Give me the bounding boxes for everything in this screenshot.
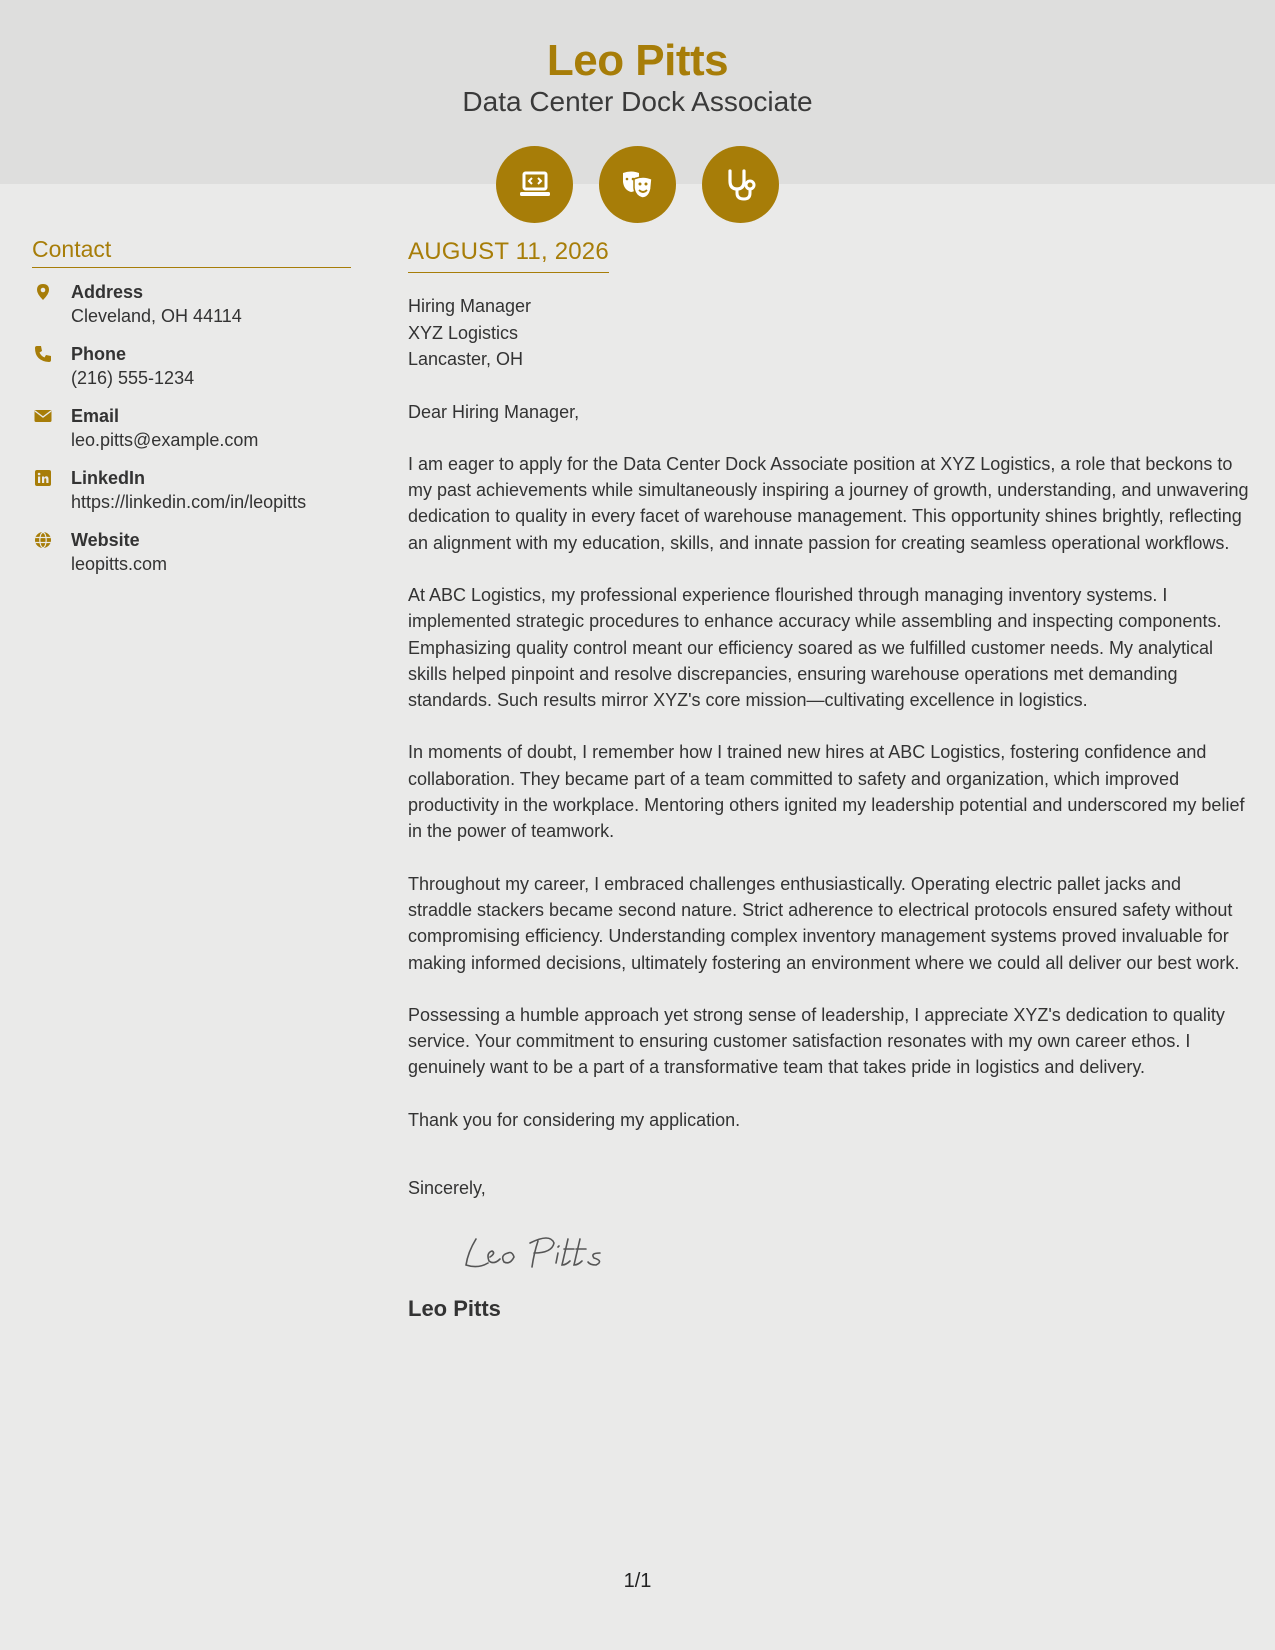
phone-icon [34,345,52,363]
contact-label: Address [71,282,144,302]
contact-value: leo.pitts@example.com [71,430,259,450]
contact-value: (216) 555-1234 [71,368,195,388]
contact-value: leopitts.com [71,554,168,574]
greeting: Dear Hiring Manager, [408,401,580,422]
globe-icon [34,531,52,549]
paragraph: At ABC Logistics, my professional experience flourished through managing inventory systems. I implemented strategic procedures to enhance accuracy while assembling and inspecting components. Emphasizing quality control meant our efficiency soared as we fulfilled customer needs. My analytical skills helped pinpoint and resolve discrepancies, ensuring warehouse operations met demanding standards. Such results mirror XYZ's core mission—cultivating excellence in logistics. [408,584,1222,711]
letter-date: AUGUST 11, 2026 [408,238,609,273]
contact-email [32,404,351,452]
applicant-name: Leo Pitts [546,36,729,85]
laptop-code-icon [496,146,573,223]
page-number: 1/1 [623,1570,652,1592]
contact-website [32,528,351,576]
closing: Sincerely, [408,1178,486,1199]
contact-sidebar [32,236,351,590]
stethoscope-icon [702,146,779,223]
contact-label: Website [71,530,140,550]
contact-linkedin [32,466,351,514]
envelope-icon [34,407,52,425]
badge-row [0,146,1275,223]
letter-body [408,238,1250,1322]
paragraph: Thank you for considering my application. [408,1109,741,1130]
contact-value: https://linkedin.com/in/leopitts [71,492,307,512]
theater-masks-icon [599,146,676,223]
contact-value: Cleveland, OH 44114 [71,306,242,326]
signed-name: Leo Pitts [408,1296,501,1322]
recipient-line: Hiring Manager [408,296,532,316]
job-title: Data Center Dock Associate [462,86,813,117]
linkedin-icon [34,469,52,487]
paragraph: I am eager to apply for the Data Center Dock Associate position at XYZ Logistics, a role that beckons to my past achievements while simultaneously inspiring a journey of growth, understanding, and unwavering dedication to quality in every facet of warehouse management. This opportunity shines brightly, reflecting an alignment with my education, skills, and innate passion for creating seamless operational workflows. [408,453,1249,553]
contact-heading: Contact [32,236,351,268]
recipient-line: Lancaster, OH [408,349,524,369]
map-pin-icon [34,283,52,301]
contact-label: Email [71,406,120,426]
contact-address [32,280,351,328]
contact-label: Phone [71,344,127,364]
paragraph: Throughout my career, I embraced challenges enthusiastically. Operating electric pallet jacks and straddle stackers became second nature. Strict adherence to electrical protocols ensured safety without compromising efficiency. Understanding complex inventory management systems proved invaluable for making informed decisions, ultimately fostering an environment where we could all deliver our best work. [408,873,1240,973]
recipient-line: XYZ Logistics [408,322,519,343]
paragraph: Possessing a humble approach yet strong sense of leadership, I appreciate XYZ's dedication to quality service. Your commitment to ensuring customer satisfaction resonates with my own career ethos. I genuinely want to be a part of a transformative team that takes pride in logistics and delivery. [408,1004,1225,1078]
recipient-block [408,293,1250,373]
handwritten-signature [458,1227,628,1277]
paragraph: In moments of doubt, I remember how I trained new hires at ABC Logistics, fostering confidence and collaboration. They became part of a team committed to safety and organization, which improved productivity in the workplace. Mentoring others ignited my leadership potential and underscored my belief in the power of teamwork. [408,742,1245,842]
contact-label: LinkedIn [71,468,146,488]
contact-phone [32,342,351,390]
